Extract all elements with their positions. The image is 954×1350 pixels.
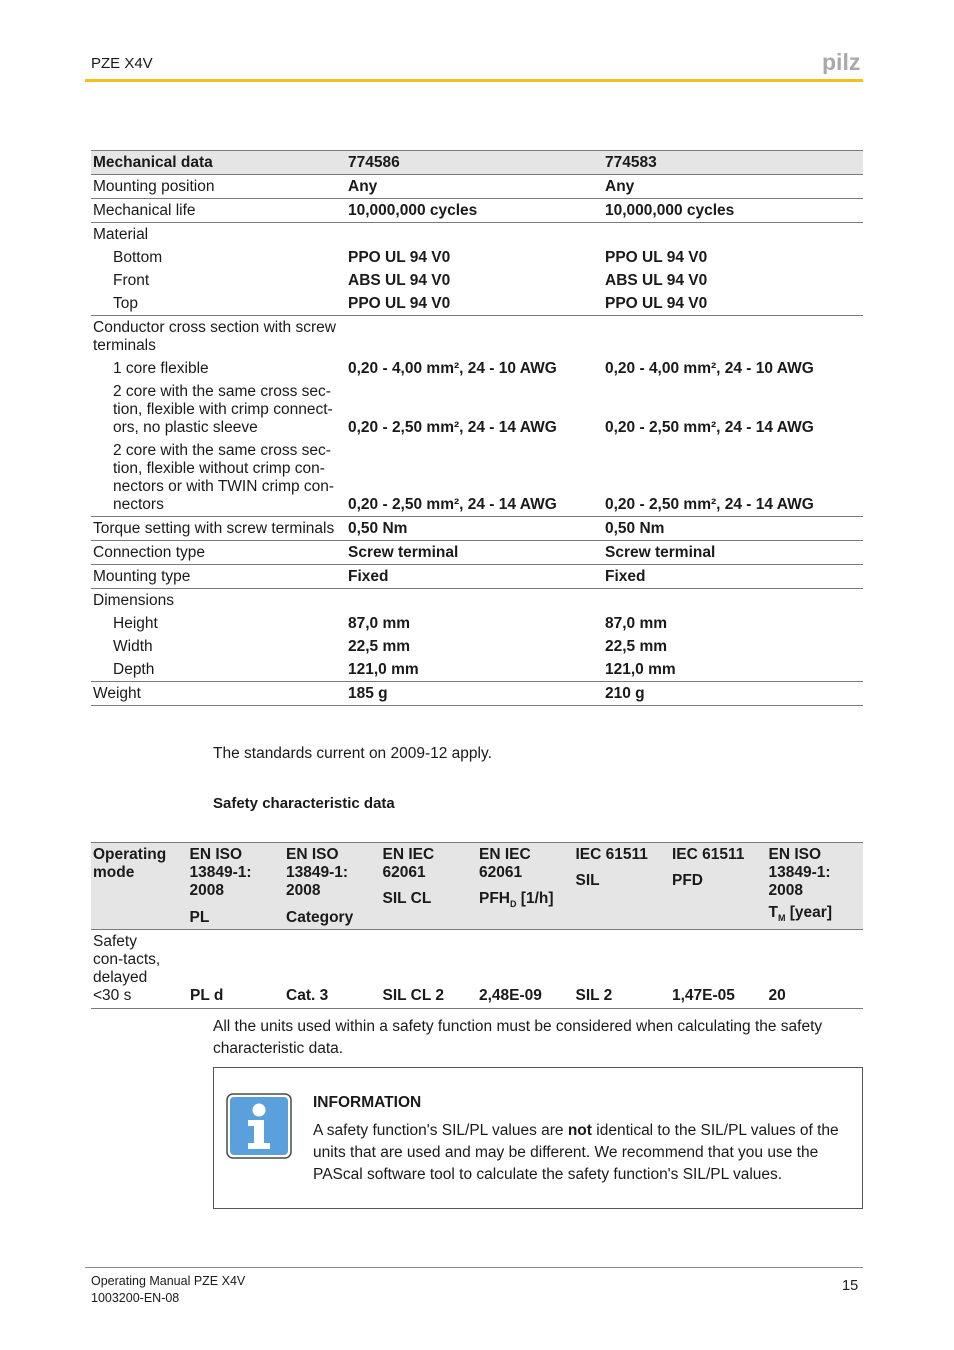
row-value-774586: 0,50 Nm [348, 520, 408, 537]
sub-row-value-774586: ABS UL 94 V0 [348, 272, 451, 289]
safety-value-cell [767, 930, 864, 1008]
sub-row-label: Front [113, 272, 150, 289]
footer-doc-number: 1003200-EN-08 [91, 1291, 180, 1305]
table-row [91, 517, 863, 541]
safety-value-cell [574, 930, 671, 1008]
sub-row-value-774583: ABS UL 94 V0 [605, 272, 708, 289]
information-box [213, 1067, 863, 1209]
safety-data-table [91, 842, 863, 1009]
value-pfhd: 2,48E-09 [479, 987, 542, 1004]
safety-value-cell [381, 930, 478, 1008]
sub-row-label: Width [113, 638, 153, 655]
mech-header-label: Mechanical data [93, 154, 213, 171]
row-label: Conductor cross section with screw terminals [93, 319, 336, 354]
row-value-774583: Fixed [605, 568, 646, 585]
mech-header-774586: 774586 [348, 154, 400, 171]
footer-manual-title: Operating Manual PZE X4V [91, 1274, 246, 1288]
table-row [91, 682, 863, 706]
row-value-774583: Screw terminal [605, 544, 716, 561]
value-pl: PL d [190, 987, 224, 1004]
page-number: 15 [842, 1278, 859, 1294]
row-label: Mounting type [93, 568, 191, 585]
row-label: Dimensions [93, 592, 174, 609]
sub-row-label: 2 core with the same cross sec-tion, flexible without crimp con-nectors or with TWIN crimp con-nectors [113, 442, 335, 513]
info-icon [226, 1093, 292, 1159]
safety-mode-cell: Safety con-tacts, delayed <30 s [93, 933, 161, 1004]
safety-header-cell [574, 843, 671, 929]
header-top: IEC 61511 [575, 846, 648, 863]
mechanical-data-table [91, 150, 863, 706]
header-bottom-suffix: [year] [785, 903, 832, 921]
row-label: Mechanical life [93, 202, 196, 219]
pilz-logo [822, 50, 864, 74]
safety-value-cell [171, 930, 284, 1008]
header-mid: SIL [575, 872, 600, 889]
row-value-774586: Fixed [348, 568, 389, 585]
header-title: PZE X4V [91, 55, 153, 72]
value-tm: 20 [768, 987, 786, 1004]
calculation-note: All the units used within a safety function must be considered when calculating the safety characteristic data. [213, 1018, 823, 1057]
sub-row-value-774586: 22,5 mm [348, 638, 411, 655]
sub-row-value-774583: 0,20 - 4,00 mm², 24 - 10 AWG [605, 360, 814, 377]
sub-row-value-774583: 87,0 mm [605, 615, 668, 632]
safety-value-cell [284, 930, 381, 1008]
value-category: Cat. 3 [286, 987, 329, 1004]
header-mid-main: PFH [479, 890, 510, 907]
sub-row-value-774583: PPO UL 94 V0 [605, 249, 708, 266]
sub-row-label: 2 core with the same cross sec-tion, flexible with crimp connect-ors, no plastic sleeve [113, 383, 333, 436]
mech-header-row [91, 150, 863, 175]
safety-header-cell [477, 843, 574, 929]
row-value-774583: Any [605, 178, 635, 195]
safety-header-cell [188, 843, 285, 929]
table-row-material [91, 223, 863, 316]
row-value-774583: 10,000,000 cycles [605, 202, 735, 219]
row-label: Mounting position [93, 178, 215, 195]
header-bottom-main: T [768, 903, 778, 921]
header-top: EN ISO 13849-1: 2008 [768, 846, 831, 899]
footer-rule [85, 1267, 863, 1268]
pilz-logo-text: pilz [822, 50, 861, 74]
table-row [91, 199, 863, 223]
header-mid-subscript: D [510, 899, 517, 910]
safety-header-cell [381, 843, 478, 929]
sub-row-value-774586: PPO UL 94 V0 [348, 295, 451, 312]
sub-row-label: 1 core flexible [113, 360, 209, 377]
header-top: EN ISO 13849-1: 2008 [286, 846, 349, 899]
header-mid [479, 890, 574, 913]
header-top: EN IEC 62061 [479, 846, 531, 881]
sub-row-value-774583: 121,0 mm [605, 661, 676, 678]
row-label: Connection type [93, 544, 206, 561]
row-value-774586: 10,000,000 cycles [348, 202, 478, 219]
safety-header-row [91, 843, 863, 930]
header-top: EN ISO 13849-1: 2008 [189, 846, 252, 899]
sub-row-value-774586: 0,20 - 2,50 mm², 24 - 14 AWG [348, 496, 557, 513]
sub-row-value-774583: 22,5 mm [605, 638, 668, 655]
value-sil: SIL 2 [575, 987, 613, 1004]
sub-row-value-774583: 0,20 - 2,50 mm², 24 - 14 AWG [605, 496, 814, 513]
standards-note: The standards current on 2009-12 apply. [213, 745, 492, 762]
header-mid: PFD [672, 872, 703, 889]
sub-row-value-774583: 0,20 - 2,50 mm², 24 - 14 AWG [605, 419, 814, 436]
info-text [313, 1120, 849, 1186]
table-row [91, 565, 863, 589]
row-value-774586: Any [348, 178, 378, 195]
sub-row-value-774586: 121,0 mm [348, 661, 419, 678]
table-row [91, 541, 863, 565]
row-label: Material [93, 226, 149, 243]
row-label: Weight [93, 685, 141, 702]
row-value-774583: 0,50 Nm [605, 520, 665, 537]
header-bottom: Category [286, 909, 354, 926]
sub-row-label: Bottom [113, 249, 163, 266]
header-top: EN IEC 62061 [382, 846, 435, 881]
header-mid: SIL CL [382, 890, 432, 907]
info-title: INFORMATION [313, 1094, 422, 1111]
sub-row-label: Top [113, 295, 138, 312]
sub-row-value-774586: 0,20 - 4,00 mm², 24 - 10 AWG [348, 360, 557, 377]
sub-row-value-774586: 0,20 - 2,50 mm², 24 - 14 AWG [348, 419, 557, 436]
value-sil-cl: SIL CL 2 [382, 987, 444, 1004]
header-mid-suffix: [1/h] [516, 890, 554, 907]
sub-row-value-774583: PPO UL 94 V0 [605, 295, 708, 312]
safety-header-cell [91, 843, 188, 929]
safety-header-cell [767, 843, 864, 929]
info-text-end: identical to the SIL/PL values of the units that are used and may be different. We recommend that you use the PAScal software tool to calculate the safety function's SIL/PL values. [313, 1122, 839, 1183]
header-top: IEC 61511 [672, 846, 745, 863]
info-text-start: A safety function's SIL/PL values are [313, 1122, 568, 1139]
row-label: Torque setting with screw terminals [93, 520, 335, 537]
safety-header-cell [670, 843, 767, 929]
safety-heading: Safety characteristic data [213, 795, 395, 812]
mech-header-774583: 774583 [605, 154, 657, 171]
header-top: Operating mode [93, 846, 167, 881]
value-pfd: 1,47E-05 [672, 987, 735, 1004]
header-bottom-subscript: M [777, 913, 786, 923]
row-value-774586: Screw terminal [348, 544, 459, 561]
table-row-dimensions [91, 589, 863, 682]
table-row [91, 175, 863, 199]
sub-row-value-774586: PPO UL 94 V0 [348, 249, 451, 266]
row-value-774583: 210 g [605, 685, 645, 702]
sub-row-label: Depth [113, 661, 155, 678]
info-text-emphasis: not [567, 1122, 592, 1139]
table-row [91, 930, 863, 1009]
safety-header-cell [284, 843, 381, 929]
sub-row-label: Height [113, 615, 158, 632]
safety-value-cell [670, 930, 767, 1008]
header-bottom: PL [189, 909, 210, 926]
row-value-774586: 185 g [348, 685, 388, 702]
header-rule [85, 79, 863, 82]
header-bottom [769, 904, 833, 927]
sub-row-value-774586: 87,0 mm [348, 615, 411, 632]
safety-value-cell [477, 930, 574, 1008]
table-row-conductor [91, 316, 863, 517]
